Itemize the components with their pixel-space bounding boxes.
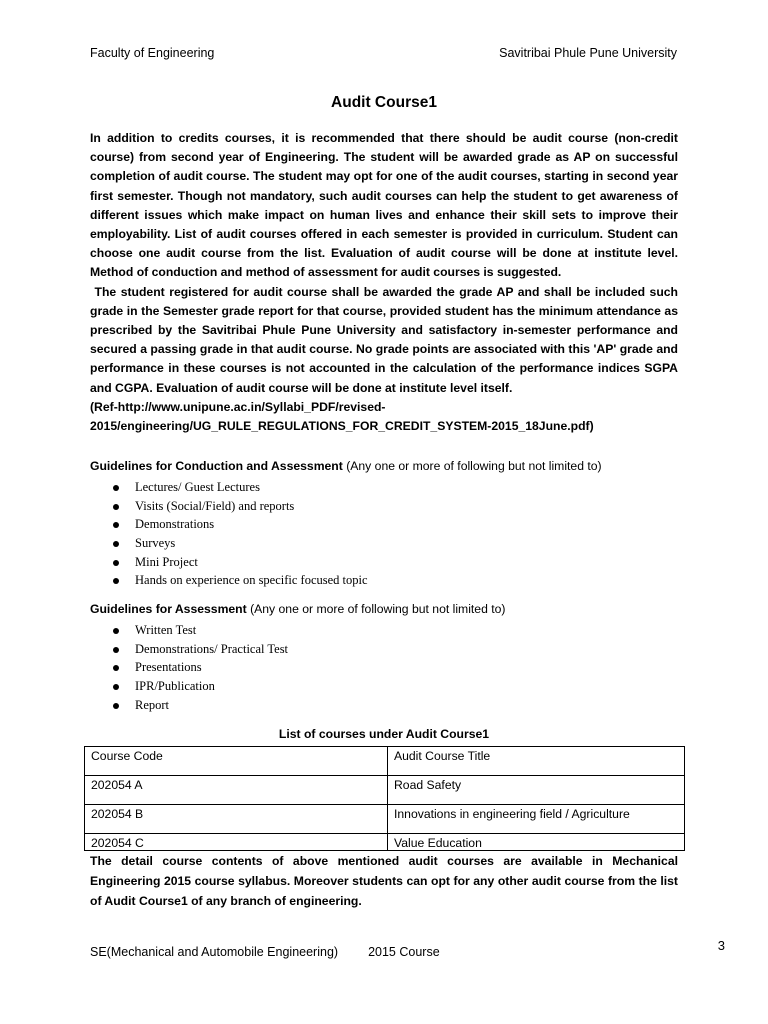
page-number: 3 bbox=[717, 938, 725, 953]
table-row bbox=[85, 834, 685, 851]
bullet-icon bbox=[113, 665, 119, 671]
assessment-heading-note: (Any one or more of following but not limited to) bbox=[246, 602, 506, 616]
course-title-cell: Innovations in engineering field / Agriculture bbox=[388, 805, 685, 834]
course-title-cell: Road Safety bbox=[388, 776, 685, 805]
list-item: Visits (Social/Field) and reports bbox=[108, 497, 368, 516]
bullet-icon bbox=[113, 684, 119, 690]
assessment-heading bbox=[90, 602, 505, 616]
header-university: Savitribai Phule Pune University bbox=[499, 46, 677, 60]
footer-program: SE(Mechanical and Automobile Engineering) bbox=[90, 945, 339, 959]
course-code-cell: 202054 B bbox=[85, 805, 388, 834]
header-course-code: Course Code bbox=[85, 747, 388, 776]
closing-paragraph: The detail course contents of above mentioned audit courses are available in Mechanical Engineering 2015 course syllabus. Moreover students can opt for any other audit course from the list of Audit Course1 of any branch of engineering. bbox=[90, 854, 678, 908]
bullet-icon bbox=[113, 578, 119, 584]
table-header-row bbox=[85, 747, 685, 776]
bullet-icon bbox=[113, 647, 119, 653]
page-footer bbox=[90, 945, 440, 959]
bullet-icon bbox=[113, 485, 119, 491]
intro-paragraph: In addition to credits courses, it is recommended that there should be audit course (non-credit course) from second year of Engineering. The student will be awarded grade as AP on successful completion of audit course. The student may opt for one of the audit courses, starting in second year first semester. Though not mandatory, such audit courses can help the student to get awareness of different issues which make impact on human lives and enhance their skill sets to improve their employability. List of audit courses offered in each semester is provided in curriculum. Student can choose one audit course from the list. Evaluation of audit course will be done at institute level. Method of conduction and method of assessment for audit courses is suggested. bbox=[90, 131, 678, 280]
grade-paragraph: The student registered for audit course shall be awarded the grade AP and shall be included such grade in the Semester grade report for that course, provided student has the minimum attendance as prescribed by the Savitribai Phule Pune University and satisfactory in-semester performance and secured a passing grade in that audit course. No grade points are associated with this 'AP' grade and performance in these courses is not accounted in the calculation of the performance indices SGPA and CGPA. Evaluation of audit course will be done at institute level itself. bbox=[90, 284, 682, 395]
page-title: Audit Course1 bbox=[331, 94, 437, 111]
bullet-icon bbox=[113, 628, 119, 634]
list-item: Lectures/ Guest Lectures bbox=[108, 478, 368, 497]
course-code-cell: 202054 C bbox=[85, 834, 388, 851]
bullet-icon bbox=[113, 522, 119, 528]
table-row bbox=[85, 805, 685, 834]
list-item: Written Test bbox=[108, 621, 288, 640]
footer-course: 2015 Course bbox=[368, 945, 440, 959]
bullet-icon bbox=[113, 560, 119, 566]
list-item: Surveys bbox=[108, 534, 368, 553]
assessment-list bbox=[108, 621, 288, 714]
course-title-cell: Value Education bbox=[388, 834, 685, 851]
course-code-cell: 202054 A bbox=[85, 776, 388, 805]
bullet-icon bbox=[113, 504, 119, 510]
list-item: Report bbox=[108, 696, 288, 715]
bullet-icon bbox=[113, 703, 119, 709]
list-item: Presentations bbox=[108, 658, 288, 677]
assessment-heading-title: Guidelines for Assessment bbox=[90, 602, 247, 616]
list-item: Demonstrations bbox=[108, 515, 368, 534]
reference-line-1: (Ref-http://www.unipune.ac.in/Syllabi_PDF/revised- bbox=[90, 399, 386, 414]
conduction-list bbox=[108, 478, 368, 590]
reference-line-2: 2015/engineering/UG_RULE_REGULATIONS_FOR_CREDIT_SYSTEM-2015_18June.pdf) bbox=[90, 419, 594, 434]
conduction-heading bbox=[90, 459, 602, 473]
conduction-heading-note: (Any one or more of following but not limited to) bbox=[342, 459, 602, 473]
table-row bbox=[85, 776, 685, 805]
list-item: Demonstrations/ Practical Test bbox=[108, 640, 288, 659]
audit-course-table bbox=[84, 746, 685, 851]
list-item: Hands on experience on specific focused topic bbox=[108, 571, 368, 590]
table-caption: List of courses under Audit Course1 bbox=[278, 727, 490, 741]
header-course-title: Audit Course Title bbox=[388, 747, 685, 776]
intro-section bbox=[90, 129, 682, 436]
list-item: IPR/Publication bbox=[108, 677, 288, 696]
conduction-heading-title: Guidelines for Conduction and Assessment bbox=[90, 459, 343, 473]
header-faculty: Faculty of Engineering bbox=[90, 46, 215, 60]
bullet-icon bbox=[113, 541, 119, 547]
list-item: Mini Project bbox=[108, 553, 368, 572]
